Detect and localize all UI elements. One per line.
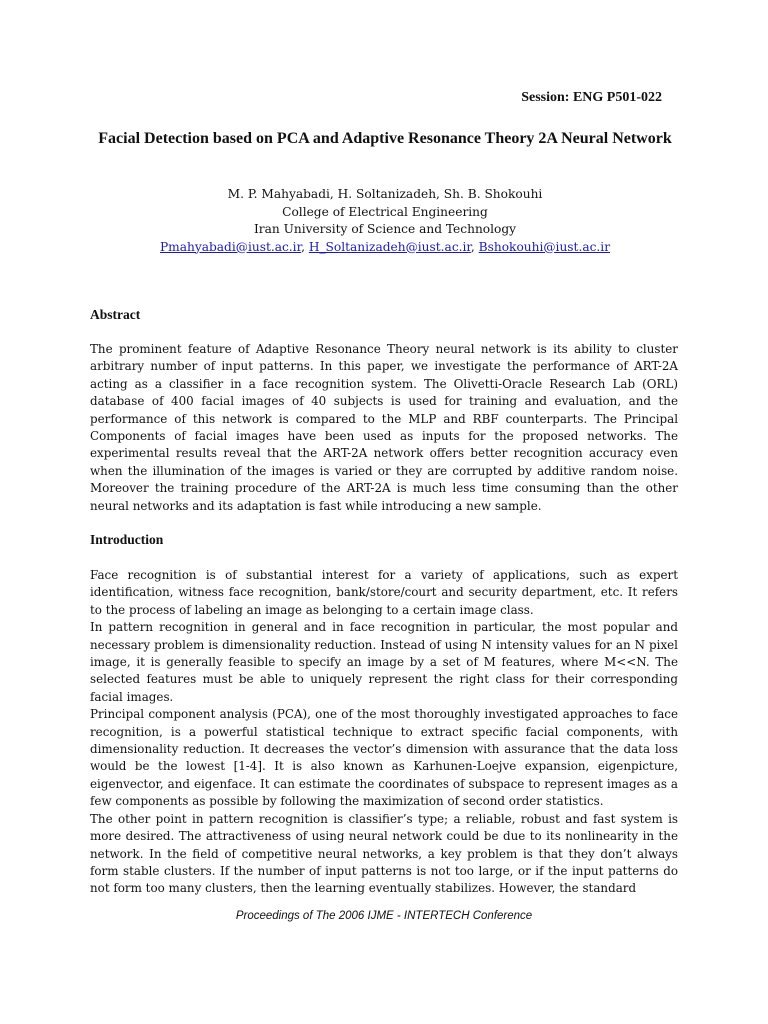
author-department: College of Electrical Engineering xyxy=(282,204,488,219)
session-label: Session: ENG P501-022 xyxy=(521,90,662,105)
intro-paragraph-4: The other point in pattern recognition is classifier’s type; a reliable, robust and fast system is more desired. The attractiveness of using neural network could be due to its nonlinearity in the network. In the field of competitive neural networks, a key problem is that they don’t always form stable clusters. If the number of input patterns is not too large, or if the input patterns do not form too many clusters, then the learning eventually stabilizes. However, the standard xyxy=(90,811,678,896)
introduction-heading: Introduction xyxy=(90,532,164,547)
author-university: Iran University of Science and Technology xyxy=(253,222,517,236)
email-link-2[interactable]: H_Soltanizadeh@iust.ac.ir xyxy=(308,239,471,254)
intro-paragraph-3: Principal component analysis (PCA), one of the most thoroughly investigated approaches to face recognition, is a powerful statistical technique to extract specific facial components, with dimensionality reduction. It decreases the vector’s dimension with assurance that the data loss would be the lowest [1-4]. It is also known as Karhunen-Loejve expansion, eigenpicture, eigenvector, and eigenface. It can estimate the coordinates of subspace to represent images as a few components as possible by following the maximization of second order statistics. xyxy=(90,707,678,809)
email-separator: , xyxy=(301,239,309,254)
author-names: M. P. Mahyabadi, H. Soltanizadeh, Sh. B. Shokouhi xyxy=(227,187,543,201)
author-emails xyxy=(90,239,680,257)
author-block xyxy=(90,186,680,256)
abstract-text xyxy=(90,341,678,515)
email-link-1[interactable]: Pmahyabadi@iust.ac.ir xyxy=(159,239,302,254)
email-link-3[interactable]: Bshokouhi@iust.ac.ir xyxy=(478,239,611,254)
email-separator: , xyxy=(470,239,479,254)
abstract-paragraph: The prominent feature of Adaptive Resonance Theory neural network is its ability to cluster arbitrary number of input patterns. In this paper, we investigate the performance of ART-2A acting as a classifier in a face recognition system. The Olivetti-Oracle Research Lab (ORL) database of 400 facial images of 40 subjects is used for training and evaluation, and the performance of this network is compared to the MLP and RBF counterparts. The Principal Components of facial images have been used as inputs for the proposed networks. The experimental results reveal that the ART-2A network offers better recognition accuracy even when the illumination of the images is varied or they are corrupted by additive random noise. Moreover the training procedure of the ART-2A is much less time consuming than the other neural networks and its adaptation is fast while introducing a new sample. xyxy=(90,342,678,513)
intro-paragraph-2: In pattern recognition in general and in face recognition in particular, the most popular and necessary problem is dimensionality reduction. Instead of using N intensity values for an N pixel image, it is generally feasible to specify an image by a set of M features, where M<<N. The selected features must be able to uniquely represent the right class for their corresponding facial images. xyxy=(90,620,678,704)
introduction-text xyxy=(90,567,678,898)
page-footer: Proceedings of The 2006 IJME - INTERTECH Conference xyxy=(235,910,533,922)
intro-paragraph-1: Face recognition is of substantial interest for a variety of applications, such as expert identification, witness face recognition, bank/store/court and security department, etc. It refers to the process of labeling an image as belonging to a certain image class. xyxy=(90,568,678,617)
paper-title: Facial Detection based on PCA and Adaptive Resonance Theory 2A Neural Network xyxy=(98,130,672,147)
abstract-heading: Abstract xyxy=(90,307,141,322)
